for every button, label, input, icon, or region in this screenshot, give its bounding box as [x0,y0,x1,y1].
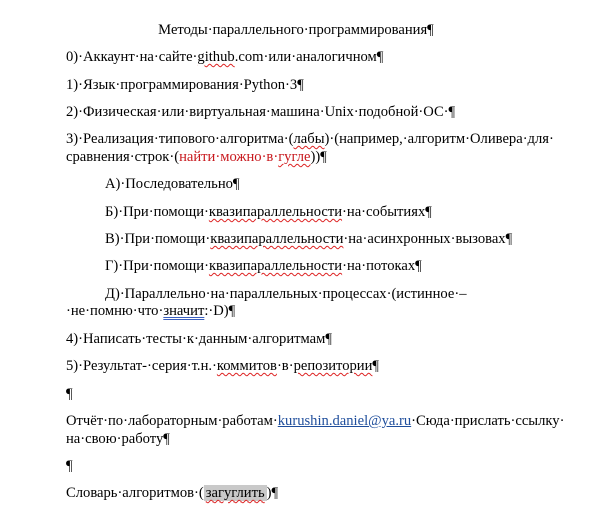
paragraph-1: 1)·Язык·программирования·Python·3¶ [66,77,304,93]
spellcheck-word-quasi-g[interactable]: квазипараллельности [208,258,343,274]
paragraph-a: А)·Последовательно¶ [105,176,240,192]
spellcheck-word-quasi-v[interactable]: квазипараллельности [210,231,344,247]
paragraph-4: 4)·Написать·тесты·к·данным·алгоритмам¶ [66,331,332,347]
paragraph-v-text-c: ·на·асинхронных·вызовах¶ [343,231,513,247]
paragraph-g-text-c: ·на·потоках¶ [342,258,422,274]
report-text-b: ·Сюда·прислать·ссылку· [411,413,565,429]
spellcheck-word-kommitov[interactable]: коммитов [216,358,277,374]
dictionary-text-a: Словарь·алгоритмов·( [66,485,204,501]
paragraph-g-text-a: Г)·При·помощи· [105,258,209,274]
paragraph-v [105,231,575,248]
paragraph-3-line-2 [66,149,578,166]
paragraph-3-text-c: )·(например,·алгоритм·Оливера·для· [324,131,554,147]
spellcheck-word-repozitorii[interactable]: репозитории [293,358,373,374]
report-text-a: Отчёт·по·лабораторным·работам· [66,413,278,429]
paragraph-3-text-a: 3)·Реализация·типового·алгоритма·( [66,131,294,147]
paragraph-3-text-d: сравнения·строк·( [66,149,180,165]
paragraph-b-text-a: Б)·При·помощи· [105,204,209,220]
paragraph-g [105,258,575,275]
paragraph-d [66,286,578,320]
paragraph-b [105,204,575,221]
paragraph-v-text-a: В)·При·помощи· [105,231,211,247]
paragraph-0-text-c: .com·или·аналогичном¶ [234,49,384,65]
dictionary-paragraph [66,485,578,502]
email-link[interactable]: kurushin.daniel@ya.ru [277,413,412,429]
paragraph-5-text-a: 5)·Результат-·серия·т.н.· [66,358,217,374]
paragraph-5-text-c: ·в· [276,358,294,374]
paragraph-0-text-a: 0)·Аккаунт·на·сайте· [66,49,198,65]
paragraph-d-text-a: Д)·Параллельно·на·параллельных·процессах·(истинное·–·не·помню·что· [66,286,467,319]
empty-paragraph-1: ¶ [66,386,73,402]
paragraph-3-red-text: найти·можно·в· [179,149,279,165]
paragraph-3-text-g: ))¶ [310,149,327,165]
spellcheck-word-quasi-b[interactable]: квазипараллельности [208,204,343,220]
spellcheck-word-gugle[interactable]: гугле [278,149,311,165]
spellcheck-word-github[interactable]: github [197,49,235,65]
empty-paragraph-2: ¶ [66,458,73,474]
report-line-2: на·свою·работу¶ [66,431,170,447]
document-title: Методы·параллельного·программирования¶ [158,22,434,38]
report-line-1 [66,413,578,430]
dictionary-text-c: )¶ [266,485,279,501]
grammar-word-znachit[interactable]: значит [163,303,205,319]
paragraph-5-text-e: ¶ [372,358,380,374]
paragraph-b-text-c: ·на·событиях¶ [342,204,432,220]
spellcheck-word-laby[interactable]: лабы [293,131,325,147]
paragraph-d-text-c: :·D)¶ [204,303,236,319]
paragraph-2: 2)·Физическая·или·виртуальная·машина·Unix·подобной·ОС·¶ [66,104,456,120]
paragraph-5 [66,358,578,375]
spellcheck-word-zagooglit[interactable]: загуглить [205,485,265,501]
paragraph-0 [66,49,578,66]
paragraph-3-line-1 [66,131,578,148]
